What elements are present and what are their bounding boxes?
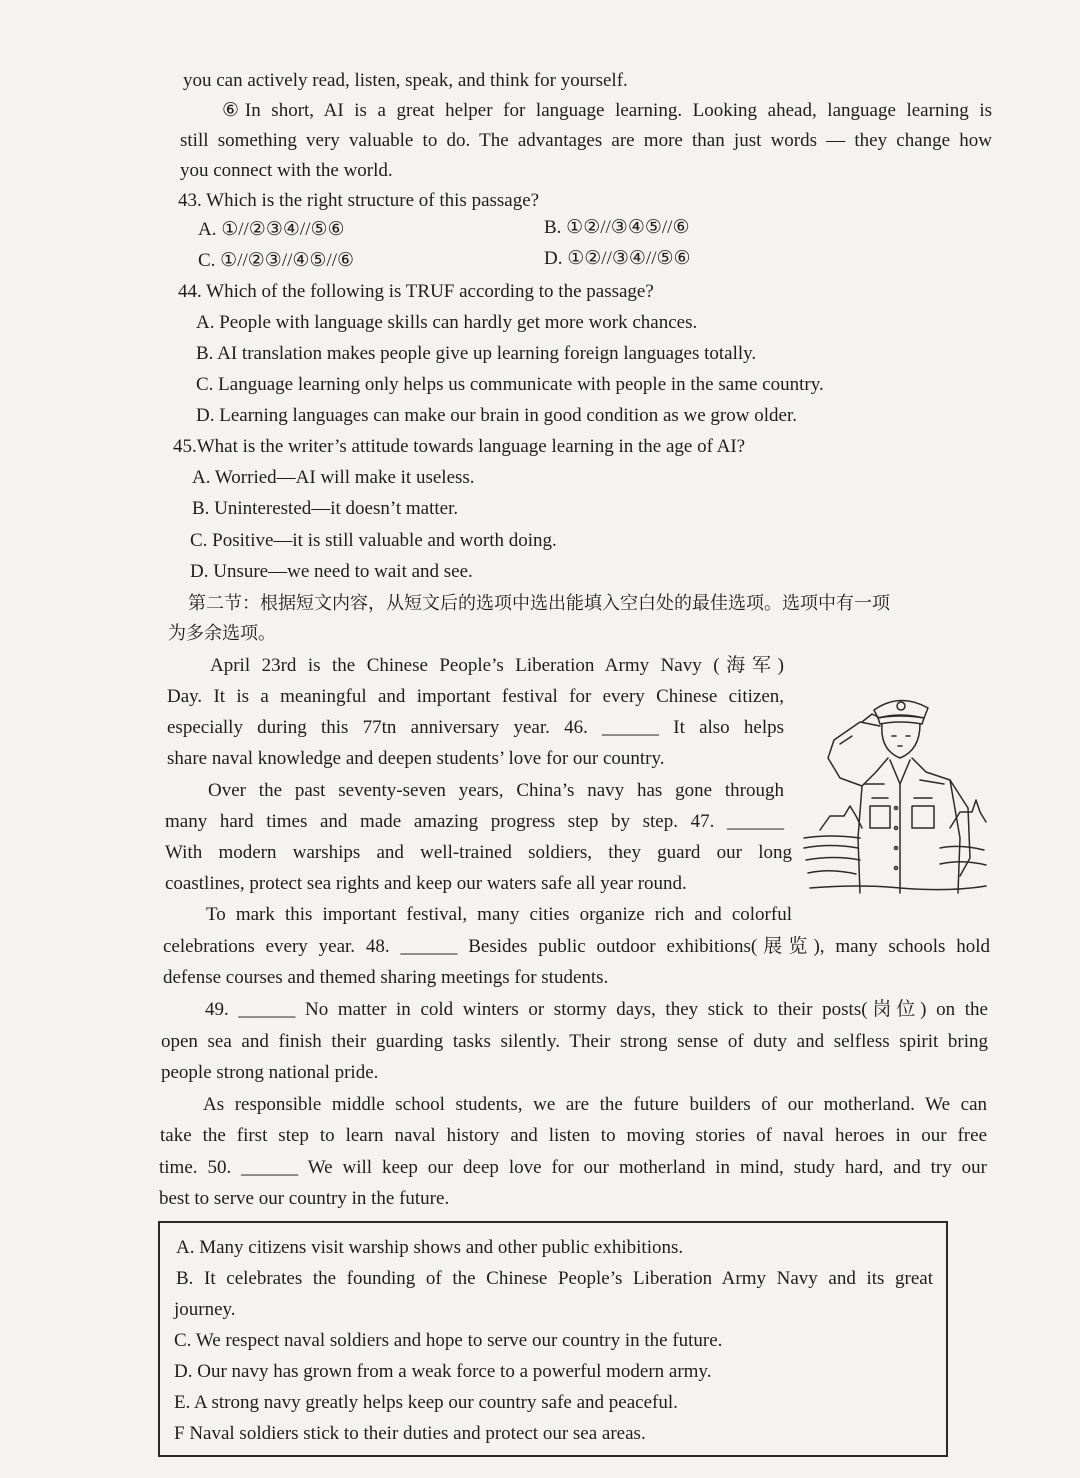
article-line: defense courses and themed sharing meetings for students. (163, 967, 609, 988)
article-line: share naval knowledge and deepen students’ love for our country. (167, 748, 665, 769)
article-line: celebrations every year. 48. ______ Besides public outdoor exhibitions(展览), many schools hold (163, 936, 990, 957)
article-line: time. 50. ______ We will keep our deep love for our motherland in mind, study hard, and try our (159, 1157, 987, 1178)
option-b-continued: journey. (174, 1299, 236, 1320)
saluting-sailor-illustration (800, 688, 990, 898)
question-43-option-c: C. ①//②③//④⑤//⑥ (198, 250, 355, 271)
question-44-option-a: A. People with language skills can hardly get more work chances. (196, 312, 698, 333)
article-line: To mark this important festival, many cities organize rich and colorful (206, 904, 792, 925)
section-2-instruction: 为多余选项。 (168, 623, 276, 644)
question-44-option-d: D. Learning languages can make our brain in good condition as we grow older. (196, 405, 797, 426)
article-line: people strong national pride. (161, 1062, 379, 1083)
article-line: Day. It is a meaningful and important festival for every Chinese citizen, (167, 686, 784, 707)
article-line: coastlines, protect sea rights and keep our waters safe all year round. (165, 873, 687, 894)
paragraph-6-line: ⑥In short, AI is a great helper for language learning. Looking ahead, language learning is (222, 100, 992, 121)
question-45-option-d: D. Unsure—we need to wait and see. (190, 561, 473, 582)
article-line: open sea and finish their guarding tasks silently. Their strong sense of duty and selfless spirit bring (161, 1031, 988, 1052)
article-line: April 23rd is the Chinese People’s Liberation Army Navy (海军) (210, 655, 784, 676)
section-2-instruction: 第二节：根据短文内容，从短文后的选项中选出能填入空白处的最佳选项。选项中有一项 (188, 593, 890, 614)
question-44-stem: 44. Which of the following is TRUF according to the passage? (178, 281, 654, 302)
question-45-stem: 45.What is the writer’s attitude towards language learning in the age of AI? (173, 436, 746, 457)
article-line: 49. ______ No matter in cold winters or stormy days, they stick to their posts(岗位) on the (205, 999, 988, 1020)
article-line: With modern warships and well-trained soldiers, they guard our long (165, 842, 792, 863)
option-c: C. We respect naval soldiers and hope to serve our country in the future. (174, 1330, 723, 1351)
option-f: F Naval soldiers stick to their duties and protect our sea areas. (174, 1423, 646, 1444)
article-line: take the first step to learn naval history and listen to moving stories of naval heroes in our free (160, 1125, 987, 1146)
question-44-option-b: B. AI translation makes people give up learning foreign languages totally. (196, 343, 757, 364)
passage-line: you can actively read, listen, speak, and think for yourself. (183, 70, 628, 91)
paragraph-6-line: still something very valuable to do. The advantages are more than just words — they change how (180, 130, 992, 151)
article-line: especially during this 77tn anniversary year. 46. ______ It also helps (167, 717, 784, 738)
option-a: A. Many citizens visit warship shows and other public exhibitions. (176, 1237, 684, 1258)
question-45-option-b: B. Uninterested—it doesn’t matter. (192, 498, 459, 519)
option-b: B. It celebrates the founding of the Chinese People’s Liberation Army Navy and its great (176, 1268, 933, 1289)
paragraph-6-line: you connect with the world. (180, 160, 393, 181)
question-43-option-a: A. ①//②③④//⑤⑥ (198, 219, 345, 240)
question-43-stem: 43. Which is the right structure of this passage? (178, 190, 540, 211)
article-line: best to serve our country in the future. (159, 1188, 450, 1209)
question-44-option-c: C. Language learning only helps us communicate with people in the same country. (196, 374, 824, 395)
option-d: D. Our navy has grown from a weak force to a powerful modern army. (174, 1361, 712, 1382)
article-line: Over the past seventy-seven years, China’s navy has gone through (208, 780, 784, 801)
article-line: As responsible middle school students, we are the future builders of our motherland. We can (203, 1094, 987, 1115)
question-45-option-c: C. Positive—it is still valuable and worth doing. (190, 530, 557, 551)
question-43-option-d: D. ①②//③④//⑤⑥ (544, 248, 691, 269)
question-43-option-b: B. ①②//③④⑤//⑥ (544, 217, 690, 238)
article-line: many hard times and made amazing progress step by step. 47. ______ (165, 811, 784, 832)
question-45-option-a: A. Worried—AI will make it useless. (192, 467, 475, 488)
option-e: E. A strong navy greatly helps keep our country safe and peaceful. (174, 1392, 678, 1413)
